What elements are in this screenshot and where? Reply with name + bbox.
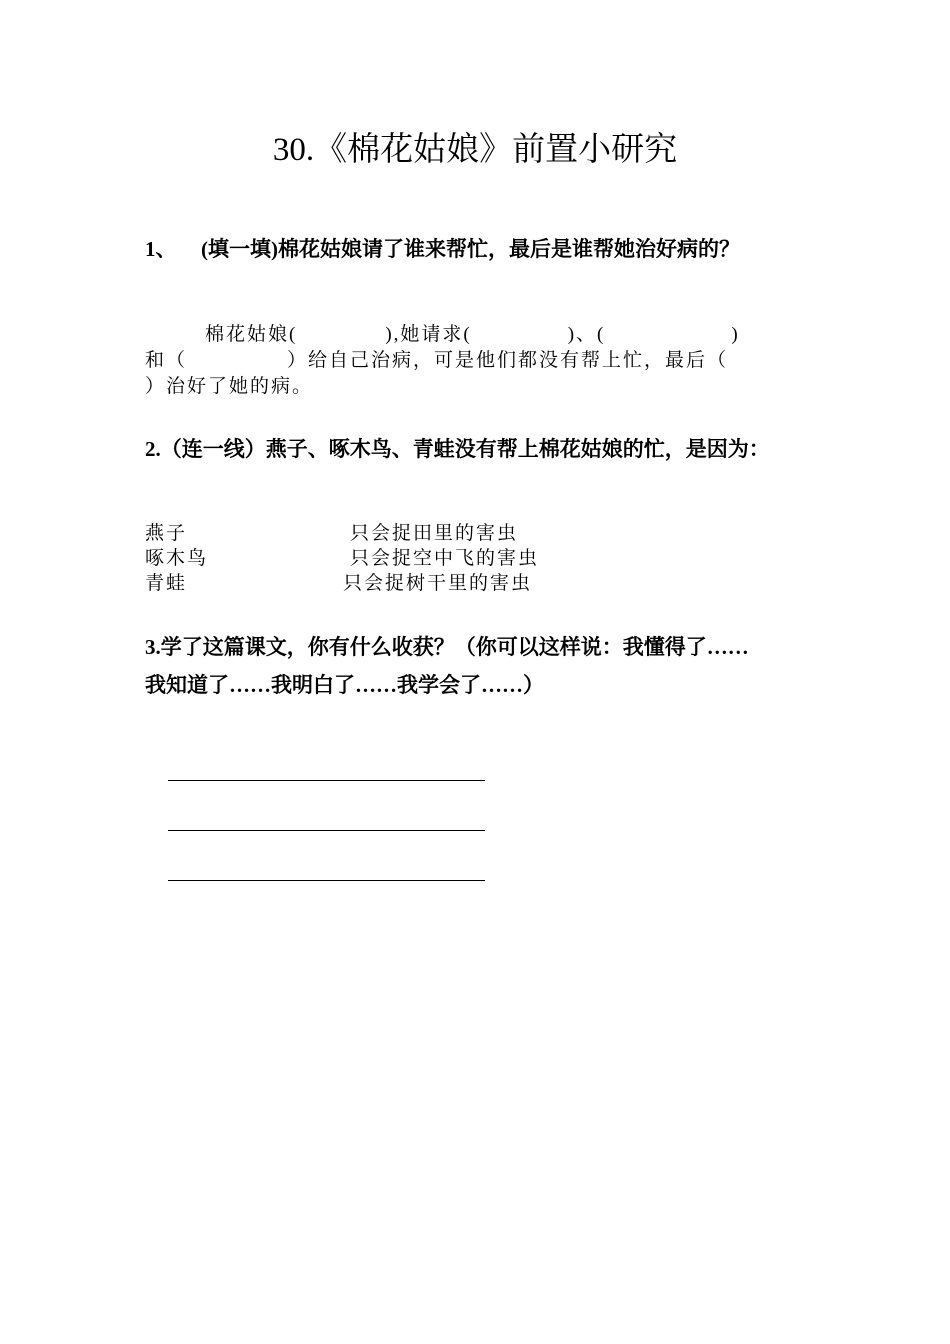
answer-line[interactable] [168, 780, 485, 781]
question1-fill-line1 [205, 322, 740, 348]
question2-text: 2.（连一线）燕子、啄木鸟、青蛙没有帮上棉花姑娘的忙，是因为： [145, 437, 770, 461]
fill-text: ) [731, 324, 740, 345]
question1-text: (填一填)棉花姑娘请了谁来帮忙，最后是谁帮她治好病的？ [201, 237, 740, 261]
match-right-item[interactable]: 只会捉树干里的害虫 [343, 573, 533, 594]
page-title: 30.《棉花姑娘》前置小研究 [272, 132, 678, 168]
match-left-item[interactable]: 啄木鸟 [145, 548, 209, 569]
answer-line[interactable] [168, 830, 485, 831]
fill-text: 棉花姑娘( [205, 324, 298, 345]
question1-fill-line3: ）治好了她的病。 [145, 376, 314, 397]
question3-text-line2: 我知道了……我明白了……我学会了……） [145, 673, 544, 697]
question1-fill-line2 [145, 348, 728, 374]
fill-text: )、( [567, 324, 606, 345]
question3-text-line1: 3.学了这篇课文，你有什么收获？（你可以这样说：我懂得了…… [145, 635, 749, 659]
question1-number: 1、 [145, 237, 177, 261]
match-right-item[interactable]: 只会捉田里的害虫 [350, 523, 519, 544]
match-right-item[interactable]: 只会捉空中飞的害虫 [350, 548, 540, 569]
match-left-item[interactable]: 燕子 [145, 523, 188, 544]
fill-text: ),她请求( [385, 324, 472, 345]
answer-line[interactable] [168, 880, 485, 881]
fill-text: ）给自己治病，可是他们都没有帮上忙，最后（ [287, 350, 729, 371]
fill-text: 和（ [145, 350, 188, 371]
match-left-item[interactable]: 青蛙 [145, 573, 188, 594]
